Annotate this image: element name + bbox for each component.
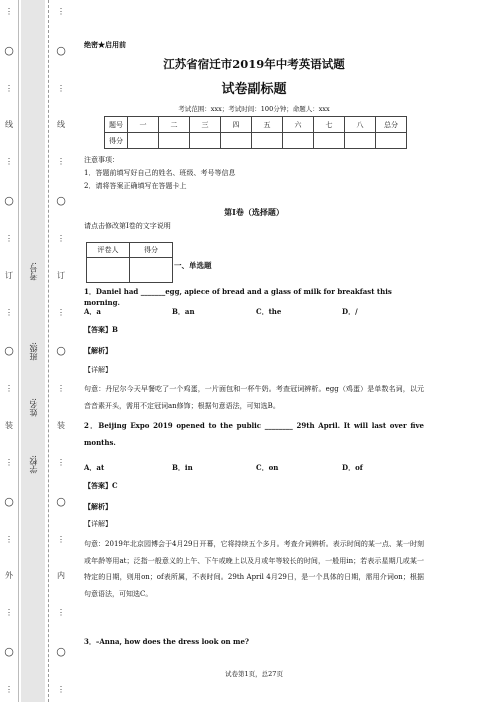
score-header-cell: 六 <box>283 117 314 133</box>
binding-char: 装 <box>5 421 13 431</box>
school-field-label: 学校: <box>29 455 38 474</box>
answer-label: 【答案】C <box>84 481 118 490</box>
score-cell <box>128 133 159 149</box>
dotted-line: ⋮ <box>57 157 65 167</box>
option-b: B．in <box>172 463 193 472</box>
score-header-cell: 题号 <box>105 117 128 133</box>
explanation-text: 句意：丹尼尔今天早餐吃了一个鸡蛋，一片面包和一杯牛奶。考查冠词辨析。egg（鸡蛋）是单数名词，以元音音素开头，需用不定冠词an修饰；根据句意语法，可知选B。 <box>84 385 424 410</box>
single-choice-heading: 一、单选题 <box>174 261 212 270</box>
binding-hole-icon: ○ <box>4 494 14 508</box>
score-cell <box>283 133 314 149</box>
class-field-label: 班级: <box>29 342 38 361</box>
binding-char: 订 <box>57 270 65 280</box>
binding-hole-icon: ○ <box>4 194 14 208</box>
binding-hole-icon: ○ <box>56 344 66 358</box>
inner-binding-strip <box>48 0 73 702</box>
question-stem: 3．–Anna, how does the dress look on me? <box>84 637 250 646</box>
dotted-line: ⋮ <box>5 83 13 93</box>
answer-label: 【答案】B <box>84 325 118 334</box>
grader-score-label: 得分 <box>130 243 173 258</box>
grader-label: 评卷人 <box>87 243 130 258</box>
score-header-cell: 一 <box>128 117 159 133</box>
section-instruction: 请点击修改第I卷的文字说明 <box>84 222 171 230</box>
dotted-line: ⋮ <box>57 684 65 694</box>
option-c: C．on <box>256 463 279 472</box>
dotted-line: ⋮ <box>57 608 65 618</box>
grader-table <box>86 242 173 283</box>
page-footer: 试卷第1页，总27页 <box>225 670 283 678</box>
option-a: A．a <box>84 307 101 316</box>
score-table-row <box>105 133 407 149</box>
dotted-line: ⋮ <box>57 307 65 317</box>
option-a: A．at <box>84 463 105 472</box>
score-cell <box>159 133 190 149</box>
notes-title: 注意事项： <box>84 156 119 164</box>
binding-char: 线 <box>57 120 65 130</box>
dotted-line: ⋮ <box>5 608 13 618</box>
binding-char: 内 <box>57 571 65 581</box>
dotted-line: ⋮ <box>57 7 65 16</box>
score-row-label: 得分 <box>105 133 128 149</box>
option-d: D．/ <box>342 307 358 316</box>
grader-blank-row <box>87 258 173 283</box>
binding-char: 装 <box>57 421 65 431</box>
score-cell <box>345 133 376 149</box>
dotted-line: ⋮ <box>5 307 13 317</box>
score-table <box>104 116 407 149</box>
score-table-header-row <box>105 117 407 133</box>
dotted-line: ⋮ <box>57 384 65 394</box>
detail-label: 【详解】 <box>84 366 112 374</box>
note-item: 2．请将答案正确填写在答题卡上 <box>84 182 187 190</box>
detail-label: 【详解】 <box>84 520 112 528</box>
grader-cell <box>87 258 130 283</box>
score-header-cell: 七 <box>314 117 345 133</box>
dotted-line: ⋮ <box>5 233 13 243</box>
binding-hole-icon: ○ <box>4 645 14 659</box>
score-header-cell: 四 <box>221 117 252 133</box>
score-cell <box>221 133 252 149</box>
binding-char: 外 <box>5 571 13 581</box>
dotted-line: ⋮ <box>57 83 65 93</box>
question-stem: 2．Beijing Expo 2019 opened to the public ________ 29th April. It will last over five months. <box>84 421 424 447</box>
secret-label: 绝密★启用前 <box>84 40 126 49</box>
question-stem: 1．Daniel had _______egg, apiece of bread and a glass of milk for breakfast this morning. <box>84 287 392 307</box>
grader-cell <box>130 258 173 283</box>
dotted-line: ⋮ <box>57 534 65 544</box>
exam-subtitle: 试卷副标题 <box>221 82 287 97</box>
score-header-cell: 二 <box>159 117 190 133</box>
dotted-line: ⋮ <box>5 457 13 467</box>
dotted-line: ⋮ <box>57 457 65 467</box>
dotted-line: ⋮ <box>5 534 13 544</box>
dotted-line: ⋮ <box>5 7 13 16</box>
binding-hole-icon: ○ <box>56 645 66 659</box>
option-b: B．an <box>172 307 195 316</box>
score-header-cell: 总分 <box>376 117 407 133</box>
student-info-strip <box>21 0 45 702</box>
binding-hole-icon: ○ <box>4 344 14 358</box>
section-title: 第I卷（选择题） <box>224 207 284 217</box>
binding-hole-icon: ○ <box>56 194 66 208</box>
number-field-label: 考号: <box>29 262 38 281</box>
score-cell <box>314 133 345 149</box>
dotted-line: ⋮ <box>5 157 13 167</box>
dotted-line: ⋮ <box>5 684 13 694</box>
exam-title: 江苏省宿迁市2019年中考英语试题 <box>163 57 345 71</box>
analysis-label: 【解析】 <box>84 502 112 511</box>
explanation-text: 句意：2019年北京园博会于4月29日开幕，它将持续五个多月。考查介词辨析。表示时间的某一点、某一时刻或年龄等用at；泛指一般意义的上午、下午或晚上以及月或年等较长的时间，一般用in；若表示星期几或某一特定的日期，则用on；of表所属，不表时间。29th April 4月29日，是一个具体的日期，需用介词on；根据句意语法，可知选C。 <box>84 540 424 598</box>
note-item: 1．答题前填写好自己的姓名、班级、考号等信息 <box>84 169 236 177</box>
exam-meta: 考试范围：xxx；考试时间：100分钟；命题人：xxx <box>178 105 330 113</box>
score-header-cell: 五 <box>252 117 283 133</box>
binding-hole-icon: ○ <box>56 494 66 508</box>
score-cell <box>190 133 221 149</box>
score-header-cell: 三 <box>190 117 221 133</box>
binding-margin <box>0 0 74 702</box>
binding-hole-icon: ○ <box>4 43 14 57</box>
grader-header-row <box>87 243 173 258</box>
outer-binding-strip <box>0 0 19 702</box>
score-header-cell: 八 <box>345 117 376 133</box>
option-c: C．the <box>256 307 282 316</box>
dotted-line: ⋮ <box>57 233 65 243</box>
score-cell <box>252 133 283 149</box>
option-d: D．of <box>342 463 363 472</box>
analysis-label: 【解析】 <box>84 346 112 355</box>
binding-hole-icon: ○ <box>56 43 66 57</box>
score-cell <box>376 133 407 149</box>
binding-char: 订 <box>5 270 13 280</box>
name-field-label: 姓名: <box>29 398 38 417</box>
binding-char: 线 <box>5 120 13 130</box>
dotted-line: ⋮ <box>5 384 13 394</box>
